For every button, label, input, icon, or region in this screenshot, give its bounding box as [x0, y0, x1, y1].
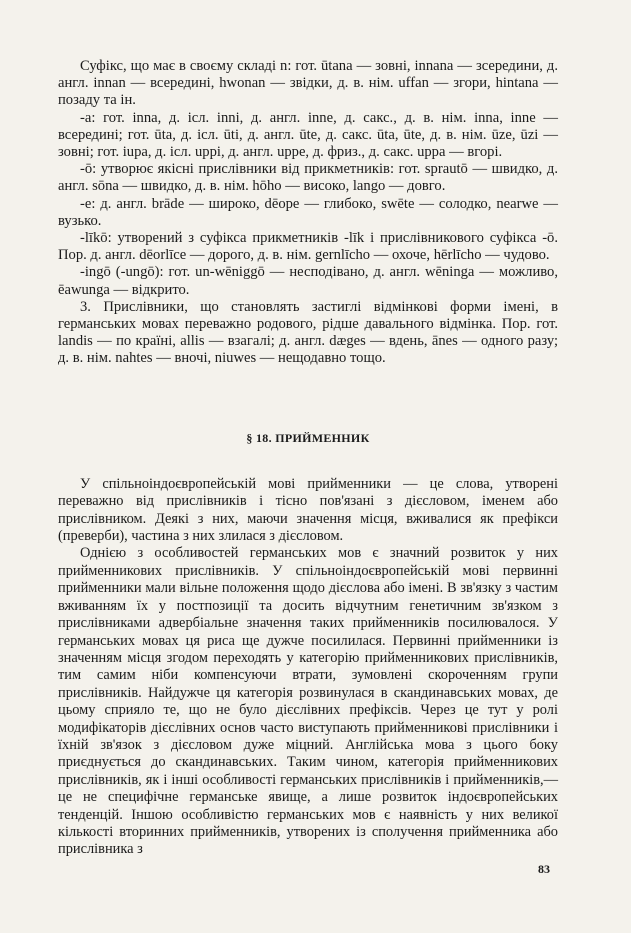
paragraph-case-forms: 3. Прислівники, що становлять застиглі відмінкові форми імені, в германських мовах переважно родового, рідше давального відмінка. Пор. гот. landis — по країні, allis — взагалі; д. англ. dæges — вдень, ānes — одного разу; д. в. нім. nahtes — вночі, niuwes — нещодавно тощо. [58, 298, 558, 367]
paragraph-suffix-a: -a: гот. inna, д. ісл. inni, д. англ. inne, д. сакс., д. в. нім. inna, inne — всередині; гот. ūta, д. ісл. ūti, д. англ. ūte, д. сакс. ūta, ūte, д. в. нім. ūze, ūzi — зовні; гот. iupa, д. ісл. uppi, д. англ. uppe, д. фриз., д. сакс. uppa — вгорі. [58, 109, 558, 161]
page-text [58, 58, 558, 859]
paragraph-suffix-ingo: -ingō (-ungō): гот. un-wēniggō — несподівано, д. англ. wēninga — можливо, ēawunga — відкрито. [58, 264, 558, 298]
paragraph-suffix-n: Суфікс, що має в своєму складі n: гот. ūtana — зовні, innana — зсередини, д. англ. innan — всередині, hwonan — звідки, д. в. нім. uffan — згори, hintana — позаду та ін. [58, 58, 558, 109]
paragraph-prepositions-intro: У спільноіндоєвропейській мові прийменники — це слова, утворені переважно від прислівників і тісно пов'язані з дієсловом, іменем або прислівником. Деякі з них, маючи значення місця, вживалися як префікси (преверби), частина з них злилася з дієсловом. [58, 475, 558, 545]
section-heading: § 18. ПРИЙМЕННИК [246, 430, 370, 445]
paragraph-suffix-o: -ō: утворює якісні прислівники від прикметників: гот. sprautō — швидко, д. англ. sōna — швидко, д. в. нім. hōho — високо, lango — довго. [58, 161, 558, 195]
section-body [58, 476, 558, 859]
paragraph-suffix-e: -e: д. англ. brāde — широко, dēope — глибоко, swēte — солодко, nearwe — вузько. [58, 195, 558, 229]
paragraph-suffix-liko: -līkō: утворений з суфікса прикметників -līk і прислівникового суфікса -ō. Пор. д. англ. dēorlīce — дорого, д. в. нім. gernlīcho — охоче, hērlīcho — чудово. [58, 230, 558, 264]
paragraph-prepositions-germanic: Однією з особливостей германських мов є значний розвиток у них прийменникових прислівників. У спільноіндоєвропейській мові первинні прийменники мали вільне положення щодо дієслова або імені. В зв'язку з частим вживанням їх у постпозиції та досить відчутним генетичним зв'язком з прислівниками адвербіальне значення таких прийменників посилювалося. У германських мовах ця риса ще дужче посилилася. Первинні прийменники із значенням місця згодом переходять у категорію прийменникових прислівників, тим самим ніби компенсуючи втрати, зумовлені скороченням групи прислівників. Найдужче ця категорія розвинулася в скандинавських мовах, де цьому сприяло те, що не було дієслівних префіксів. Через це тут у ролі модифікаторів дієслівних основ часто виступають прийменникові прислівники і їхній зв'язок з дієсловом дуже міцний. Англійська мова з цього боку приєднується до скандинавських. Таким чином, категорія прийменникових прислівників, як і інші особливості германських прислівників і прийменників,— це не специфічне германське явище, а лише розвиток індоєвропейських тенденцій. Іншою особливістю германських мов є наявність у них великої кількості вторинних прийменників, утворених із сполучення прийменника або прислівника з [58, 545, 558, 858]
page-number: 83 [538, 862, 550, 876]
